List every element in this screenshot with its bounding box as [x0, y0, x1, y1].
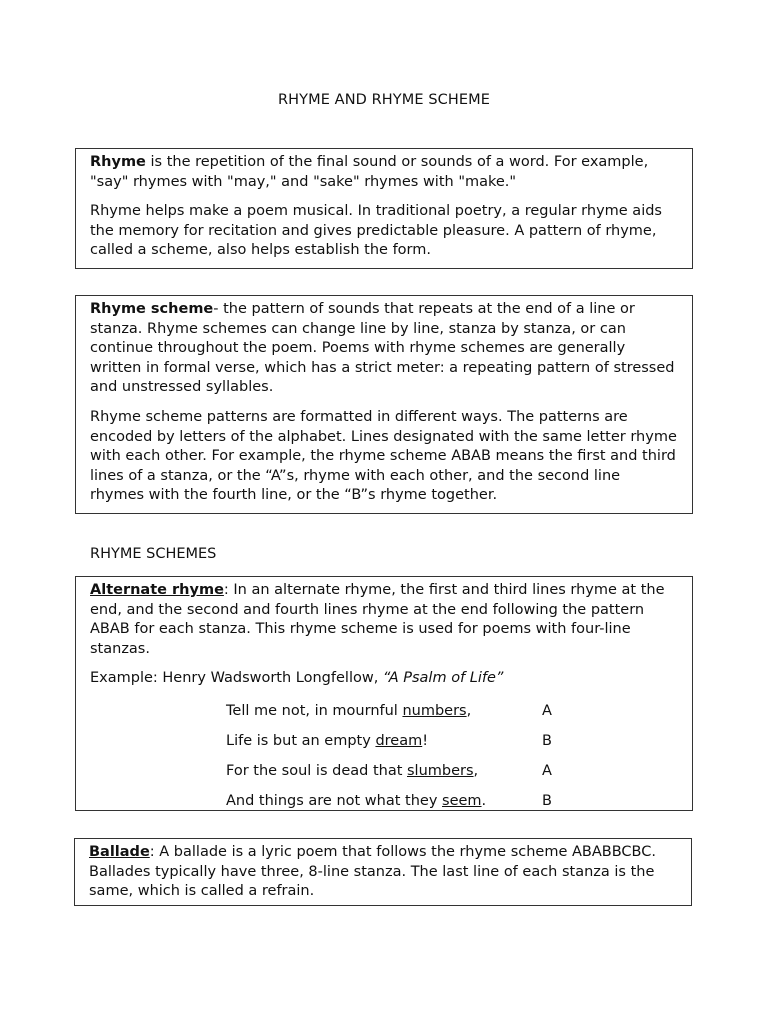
example-citation: [90, 669, 678, 689]
poem-line-text: For the soul is dead that slumbers,: [226, 763, 479, 780]
rhyme-scheme-paragraph-2: Rhyme scheme patterns are formatted in different ways. The patterns are encoded by letters of the alphabet. Lines designated with the same letter rhyme with each other. For example, the rhyme scheme ABAB means the first and third lines of a stanza, or the “A”s, rhyme with each other, and the second line rhymes with the fourth line, or the “B”s rhyme together.: [90, 408, 677, 504]
poem-line-text: And things are not what they seem.: [226, 793, 487, 810]
alternate-rhyme-box: [75, 576, 693, 811]
rhyme-letter: B: [542, 733, 552, 750]
alternate-rhyme-definition: [90, 581, 678, 659]
rhyme-paragraph-2: Rhyme helps make a poem musical. In traditional poetry, a regular rhyme aids the memory for recitation and gives predictable pleasure. A pattern of rhyme, called a scheme, also helps establish the form.: [90, 203, 662, 259]
alternate-rhyme-definition-text: : In an alternate rhyme, the first and third lines rhyme at the end, and the second and fourth lines rhyme at the end following the pattern ABAB for each stanza. This rhyme scheme is used for poems with four-line stanzas.: [90, 582, 665, 657]
rhyme-term: Rhyme: [90, 154, 146, 170]
poem-excerpt: [90, 697, 678, 817]
poem-line-text: Tell me not, in mournful numbers,: [226, 703, 472, 720]
alternate-rhyme-term: Alternate rhyme: [90, 582, 224, 598]
rhyme-definition: [90, 153, 678, 192]
poem-line-text: Life is but an empty dream!: [226, 733, 429, 750]
rhyme-scheme-definition-text: - the pattern of sounds that repeats at the end of a line or stanza. Rhyme schemes can change line by line, stanza by stanza, or can continue throughout the poem. Poems with rhyme schemes are generally written in formal verse, which has a strict meter: a repeating pattern of stressed and unstressed syllables.: [90, 301, 675, 396]
ballade-definition: [89, 843, 677, 902]
poem-line: [90, 727, 678, 757]
rhyme-scheme-definition: [90, 300, 678, 398]
ballade-term: Ballade: [89, 844, 150, 860]
example-poem-title: “A Psalm of Life”: [382, 670, 504, 687]
rhyme-letter: A: [542, 703, 552, 720]
poem-line: [90, 757, 678, 787]
rhyme-word: numbers: [402, 703, 467, 720]
example-prefix: Example: Henry Wadsworth Longfellow,: [90, 670, 383, 687]
rhyme-definition-box: [75, 148, 693, 269]
rhyme-definition-text: is the repetition of the final sound or sounds of a word. For example, "say" rhymes with "may," and "sake" rhymes with "make.": [90, 154, 649, 190]
ballade-box: [74, 838, 692, 906]
ballade-definition-text: : A ballade is a lyric poem that follows the rhyme scheme ABABBCBC. Ballades typically have three, 8-line stanza. The last line of each stanza is the same, which is called a refrain.: [89, 844, 656, 900]
rhyme-letter: B: [542, 793, 552, 810]
rhyme-word: seem: [442, 793, 482, 810]
section-heading: RHYME SCHEMES: [90, 546, 217, 562]
poem-line: [90, 787, 678, 817]
rhyme-word: slumbers: [407, 763, 474, 780]
page-title: RHYME AND RHYME SCHEME: [277, 92, 491, 108]
rhyme-letter: A: [542, 763, 552, 780]
rhyme-scheme-definition-box: [75, 295, 693, 514]
rhyme-word: dream: [375, 733, 423, 750]
rhyme-scheme-term: Rhyme scheme: [90, 301, 214, 317]
poem-line: [90, 697, 678, 727]
